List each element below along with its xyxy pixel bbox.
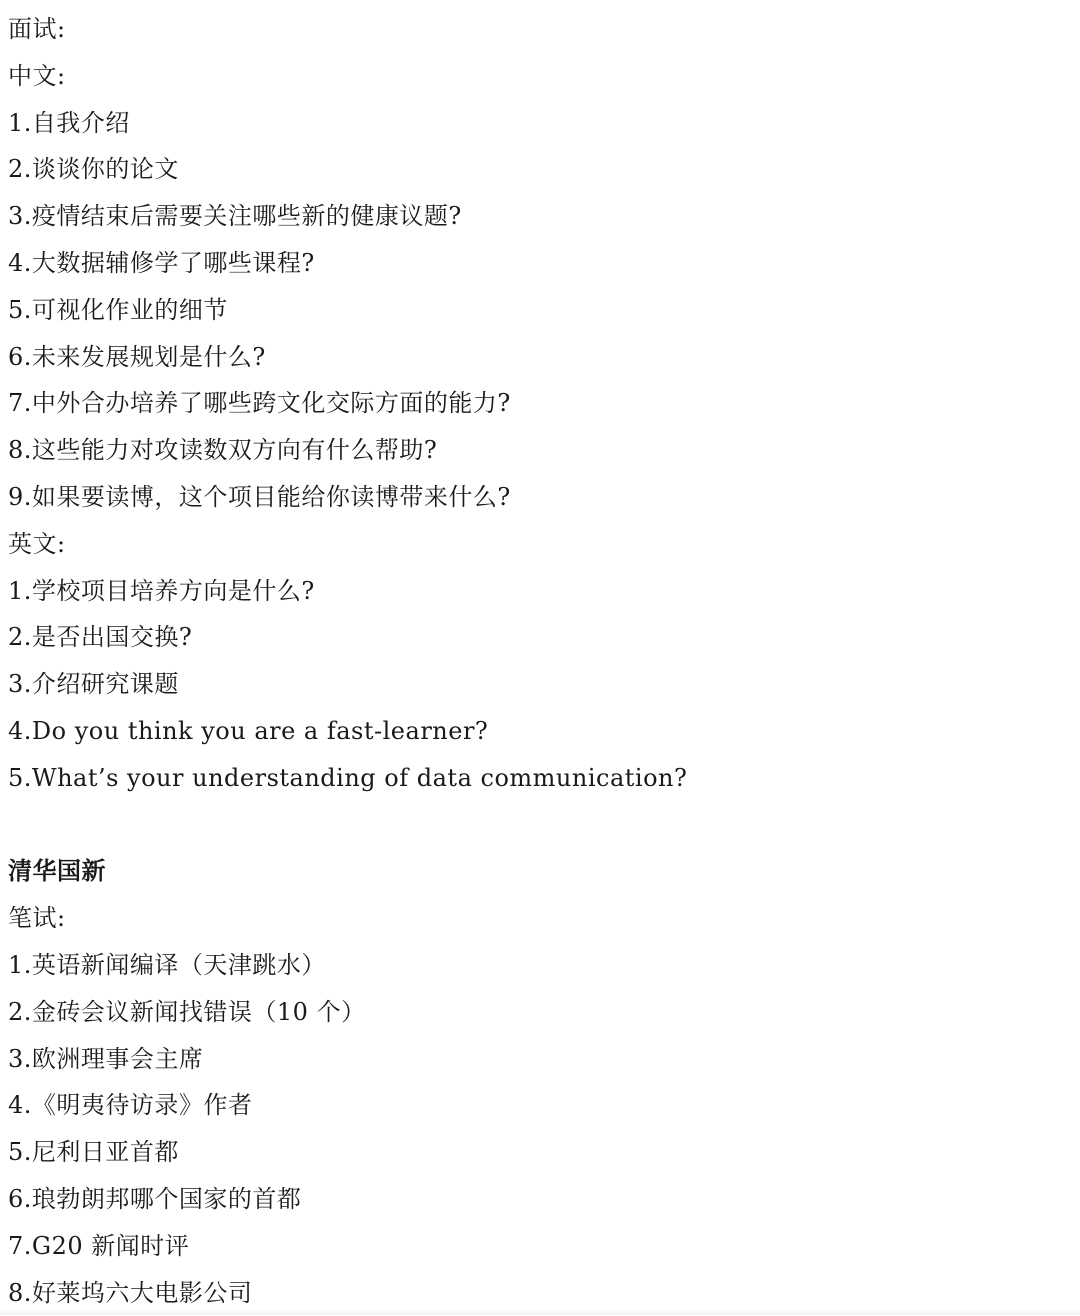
chinese-label: 中文: [8,61,66,90]
list-item: 4.《明夷待访录》作者 [8,1091,253,1120]
list-item: 7.G20 新闻时评 [8,1231,190,1260]
list-item: 3.介绍研究课题 [8,670,179,699]
written-exam-list [8,942,1068,1316]
list-item: 2.金砖会议新闻找错误（10 个） [8,997,366,1026]
page-bottom-edge [0,1309,1080,1315]
interview-label: 面试: [8,15,66,43]
list-item: 1.学校项目培养方向是什么? [8,576,315,605]
list-item: 6.未来发展规划是什么? [8,342,266,371]
list-item: 1.自我介绍 [8,108,130,137]
list-item: 2.是否出国交换? [8,623,193,652]
list-item: 1.英语新闻编译（天津跳水） [8,950,326,979]
list-item: 5.可视化作业的细节 [8,295,228,324]
list-item: 3.欧洲理事会主席 [8,1044,204,1073]
list-item: 3.疫情结束后需要关注哪些新的健康议题? [8,202,462,231]
chinese-question-list [8,100,1068,521]
list-item: 4.大数据辅修学了哪些课程? [8,248,315,277]
list-item: 5.尼利日亚首都 [8,1138,179,1167]
list-item: 6.琅勃朗邦哪个国家的首都 [8,1184,302,1213]
english-label: 英文: [8,529,66,558]
list-item: 4.Do you think you are a fast-learner? [8,716,489,745]
list-item: 9.如果要读博，这个项目能给你读博带来什么? [8,482,511,511]
list-item: 5.What’s your understanding of data communication? [8,763,688,792]
list-item: 8.这些能力对攻读数双方向有什么帮助? [8,436,438,465]
paragraph-spacer [8,802,1068,849]
section-title: 清华国新 [8,856,106,886]
document-body [8,6,1068,1316]
list-item: 7.中外合办培养了哪些跨文化交际方面的能力? [8,389,511,418]
written-exam-label: 笔试: [8,904,66,933]
list-item: 8.好莱坞六大电影公司 [8,1278,253,1307]
english-question-list [8,568,1068,802]
list-item: 2.谈谈你的论文 [8,155,179,184]
